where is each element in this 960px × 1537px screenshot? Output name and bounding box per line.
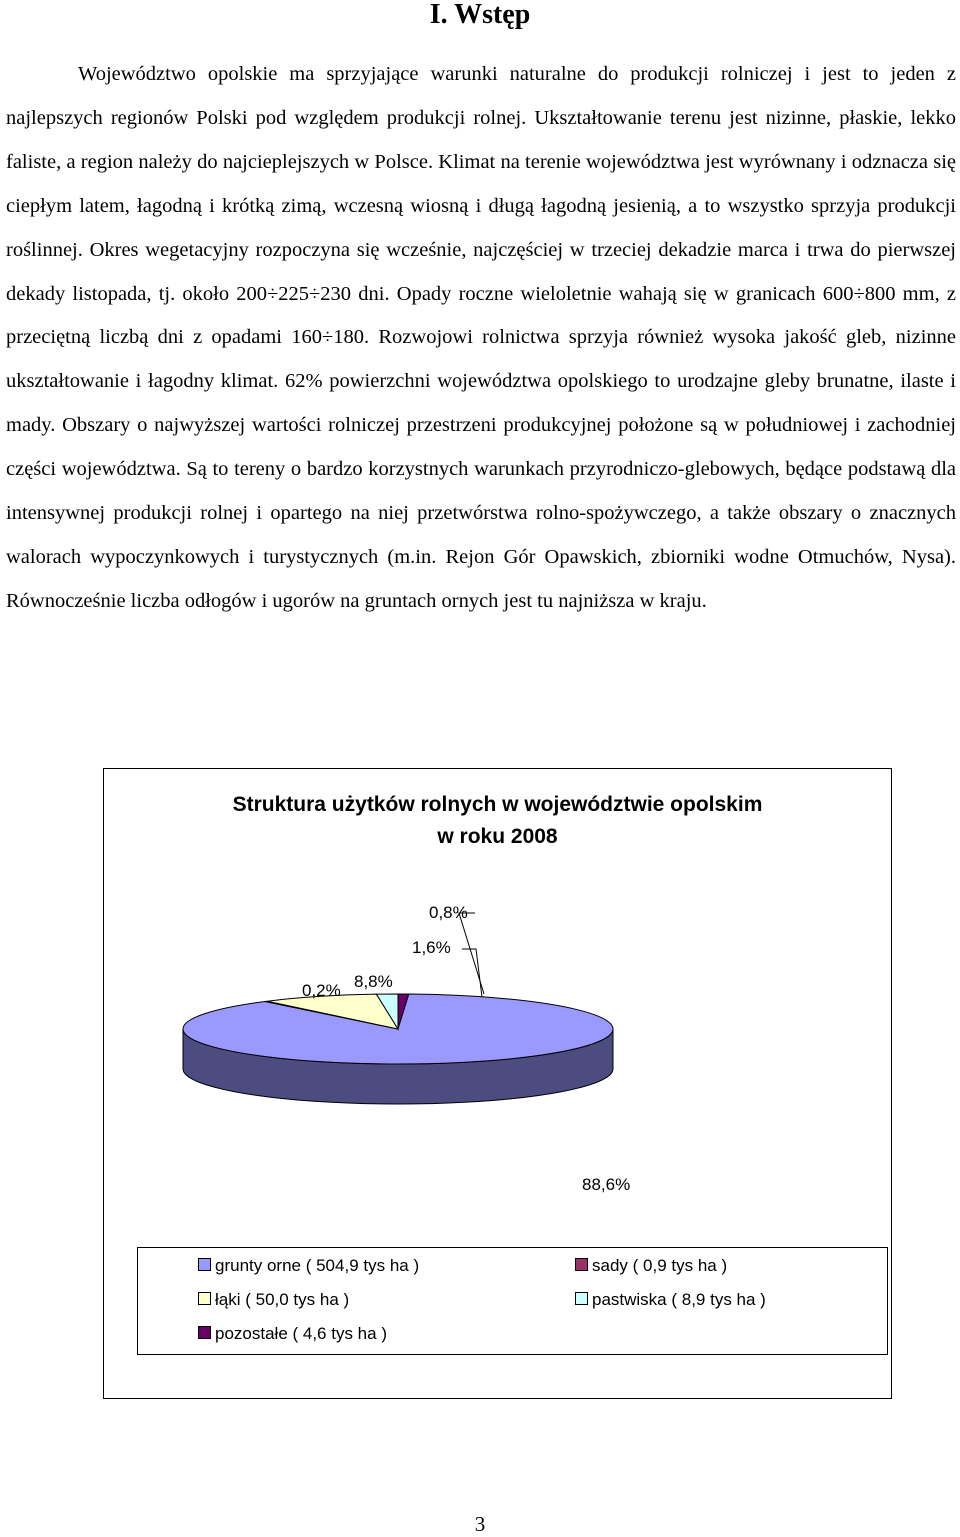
legend-item-grunty-orne — [198, 1256, 419, 1276]
legend-label-pastwiska: pastwiska ( 8,9 tys ha ) — [592, 1290, 766, 1309]
data-label-sady: 0,2% — [302, 981, 341, 1000]
pie-chart-panel — [103, 768, 892, 1399]
legend-item-pozostale — [198, 1324, 387, 1344]
data-label-pozostale: 0,8% — [429, 903, 468, 922]
pie-top-group — [183, 994, 613, 1064]
intro-paragraph: Województwo opolskie ma sprzyjające warunki naturalne do produkcji rolniczej i jest to jeden z najlepszych regionów Polski pod względem produkcji rolnej. Ukształtowanie terenu jest nizinne, płaskie, lekko faliste, a region należy do najcieplejszych w Polsce. Klimat na terenie województwa jest wyrównany i odznacza się ciepłym latem, łagodną i krótką zimą, wczesną wiosną i długą łagodną jesienią, a to wszystko sprzyja produkcji roślinnej. Okres wegetacyjny rozpoczyna się wcześnie, najczęściej w trzeciej dekadzie marca i trwa do pierwszej dekady listopada, tj. około 200÷225÷230 dni. Opady roczne wieloletnie wahają się w granicach 600÷800 mm, z przeciętną liczbą dni z opadami 160÷180. Rozwojowi rolnictwa sprzyja również wysoka jakość gleb, nizinne ukształtowanie i łagodny klimat. 62% powierzchni województwa opolskiego to urodzajne gleby brunatne, ilaste i mady. Obszary o najwyższej wartości rolniczej przestrzeni produkcyjnej położone są w południowej i zachodniej części województwa. Są to tereny o bardzo korzystnych warunkach przyrodniczo-glebowych, będące podstawą dla intensywnej produkcji rolnej i opartego na niej przetwórstwa rolno-spożywczego, a także obszary o znacznych walorach wypoczynkowych i turystycznych (m.in. Rejon Gór Opawskich, zbiorniki wodne Otmuchów, Nysa). Równocześnie liczba odłogów i ugorów na gruntach ornych jest tu najniższa w kraju. — [6, 63, 956, 612]
data-label-laki: 8,8% — [354, 972, 393, 991]
chart-title-line-2: w roku 2008 — [437, 825, 558, 848]
data-label-pastwiska: 1,6% — [412, 938, 451, 957]
legend-swatch-sady — [575, 1258, 588, 1271]
data-label-grunty-orne: 88,6% — [582, 1175, 631, 1194]
legend-item-pastwiska — [575, 1290, 766, 1310]
legend-swatch-pozostale — [198, 1326, 211, 1339]
legend-swatch-grunty-orne — [198, 1258, 211, 1271]
legend-swatch-laki — [198, 1292, 211, 1305]
legend-swatch-pastwiska — [575, 1292, 588, 1305]
chart-legend — [137, 1247, 888, 1355]
legend-item-sady — [575, 1256, 727, 1276]
leader-lines — [459, 913, 484, 997]
legend-label-pozostale: pozostałe ( 4,6 tys ha ) — [215, 1324, 387, 1343]
legend-item-laki — [198, 1290, 349, 1310]
legend-label-laki: łąki ( 50,0 tys ha ) — [215, 1290, 350, 1309]
page-number: 3 — [474, 1512, 486, 1536]
page-heading: I. Wstęp — [429, 0, 531, 30]
legend-label-sady: sady ( 0,9 tys ha ) — [592, 1256, 728, 1275]
chart-title-line-1: Struktura użytków rolnych w województwie opolskim — [232, 793, 763, 816]
legend-label-grunty-orne: grunty orne ( 504,9 tys ha ) — [215, 1256, 420, 1275]
